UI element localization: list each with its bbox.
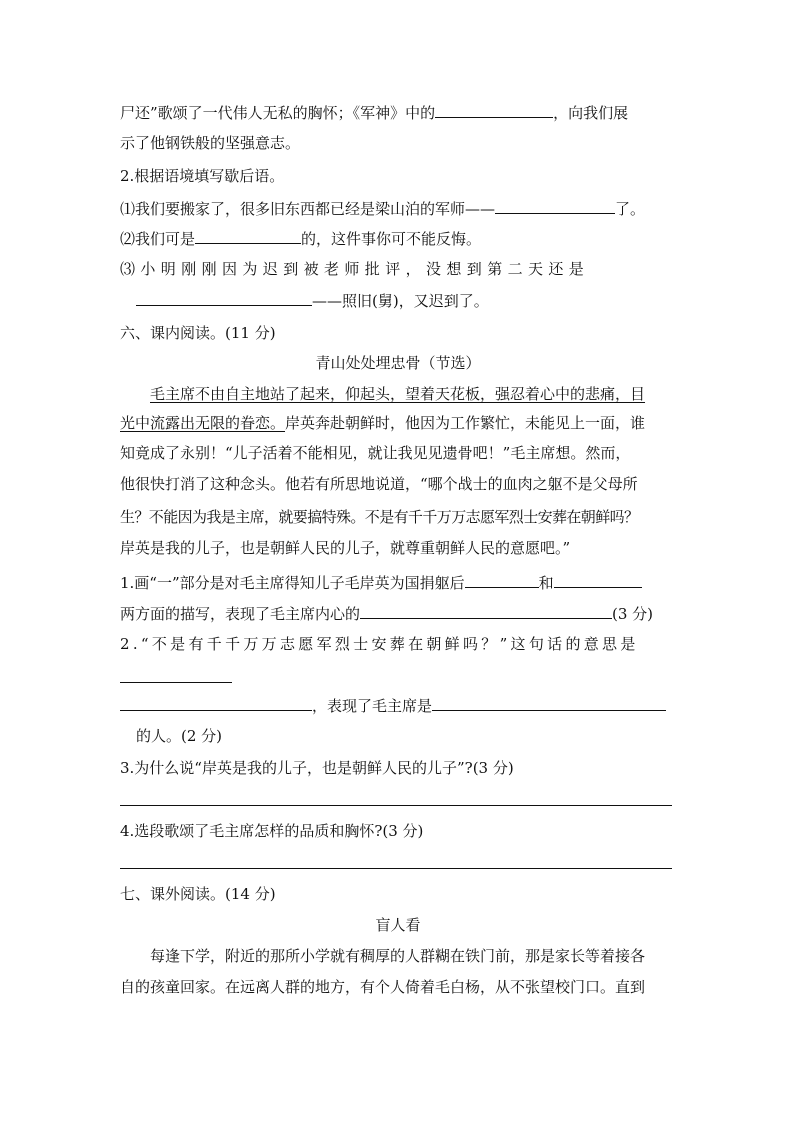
passage-7-line-2: 自的孩童回家。在远离人群的地方，有个人倚着毛白杨，从不张望校门口。直到 — [120, 978, 646, 996]
passage-6-line-5: 生？不能因为我是主席，就要搞特殊。不是有千千万万志愿军烈士安葬在朝鲜吗？ — [120, 508, 639, 526]
passage-6-title: 青山处处埋忠骨（节选） — [315, 354, 481, 372]
answer-line[interactable] — [120, 682, 232, 683]
answer-blank[interactable] — [435, 102, 553, 118]
question-6-2-end: 的人。(2 分) — [136, 727, 223, 745]
passage-6-line-6: 岸英是我的儿子，也是朝鲜人民的儿子，就尊重朝鲜人民的意愿吧。” — [120, 539, 571, 557]
answer-blank[interactable] — [195, 228, 301, 244]
text: ，向我们展 — [553, 104, 629, 122]
answer-line[interactable] — [120, 868, 672, 869]
text: 和 — [538, 574, 554, 592]
text: 1.画“一”部分是对毛主席得知儿子毛岸英为国捐躯后 — [120, 574, 465, 592]
question-6-2: 2.“不是有千千万万志愿军烈士安葬在朝鲜吗？”这句话的意思是 — [120, 635, 639, 653]
answer-blank[interactable] — [360, 603, 612, 619]
underlined-text: 毛主席不由自主地站了起来，仰起头，望着天花板，强忍着心中的悲痛，目 — [150, 385, 646, 403]
text: 的，这件事你可不能反悔。 — [301, 230, 482, 248]
question-2-2 — [120, 228, 676, 249]
passage-6-line-4: 他很快打消了这种念头。他若有所思地说道，“哪个战士的血肉之躯不是父母所 — [120, 475, 638, 493]
text: ⑴我们要搬家了，很多旧东西都已经是梁山泊的军师—— — [120, 200, 496, 218]
passage-7-title: 盲人看 — [375, 916, 421, 934]
text: ，表现了毛主席是 — [312, 697, 433, 715]
question-6-3: 3.为什么说“岸英是我的儿子，也是朝鲜人民的儿子”?(3 分) — [120, 759, 514, 777]
answer-line[interactable] — [120, 805, 672, 806]
answer-blank[interactable] — [495, 198, 615, 214]
answer-blank[interactable] — [554, 572, 642, 588]
question-2-title: 2.根据语境填写歇后语。 — [120, 167, 285, 185]
section-7-heading: 七、课外阅读。(14 分) — [120, 885, 276, 903]
answer-blank[interactable] — [432, 695, 666, 711]
passage-7-line-1: 每逢下学，附近的那所小学就有稠厚的人群糊在铁门前，那是家长等着接各 — [150, 947, 646, 965]
text: 尸还”歌颂了一代伟人无私的胸怀；《军神》中的 — [120, 104, 436, 122]
score: (3 分) — [612, 605, 654, 623]
question-6-1 — [120, 572, 676, 593]
passage-6-line-2 — [120, 413, 676, 433]
text: 了。 — [615, 200, 646, 218]
passage-6-line-3: 知竟成了永别！“儿子活着不能相见，就让我见见遗骨吧！”毛主席想。然而， — [120, 444, 631, 462]
text: 岸英奔赴朝鲜时，他因为工作繁忙，未能见上一面，谁 — [285, 414, 646, 432]
underlined-text: 光中流露出无限的眷恋。 — [120, 414, 286, 432]
answer-blank[interactable] — [136, 290, 312, 306]
answer-blank[interactable] — [120, 695, 312, 711]
line-1 — [120, 102, 676, 123]
question-6-4: 4.选段歌颂了毛主席怎样的品质和胸怀?(3 分) — [120, 822, 424, 840]
question-2-1 — [120, 198, 676, 219]
text: 两方面的描写，表现了毛主席内心的 — [120, 605, 361, 623]
text: ——照旧(舅)，又迟到了。 — [312, 292, 489, 310]
passage-6-line-1 — [150, 384, 706, 404]
answer-blank[interactable] — [465, 572, 539, 588]
question-2-3: ⑶小明刚刚因为迟到被老师批评，没想到第二天还是 — [120, 260, 590, 278]
section-6-heading: 六、课内阅读。(11 分) — [120, 324, 276, 342]
question-6-2-cont — [120, 695, 676, 716]
question-2-3-cont — [136, 290, 692, 311]
line-2: 示了他钢铁般的坚强意志。 — [120, 134, 301, 152]
question-6-1-cont — [120, 603, 676, 624]
text: ⑵我们可是 — [120, 230, 196, 248]
